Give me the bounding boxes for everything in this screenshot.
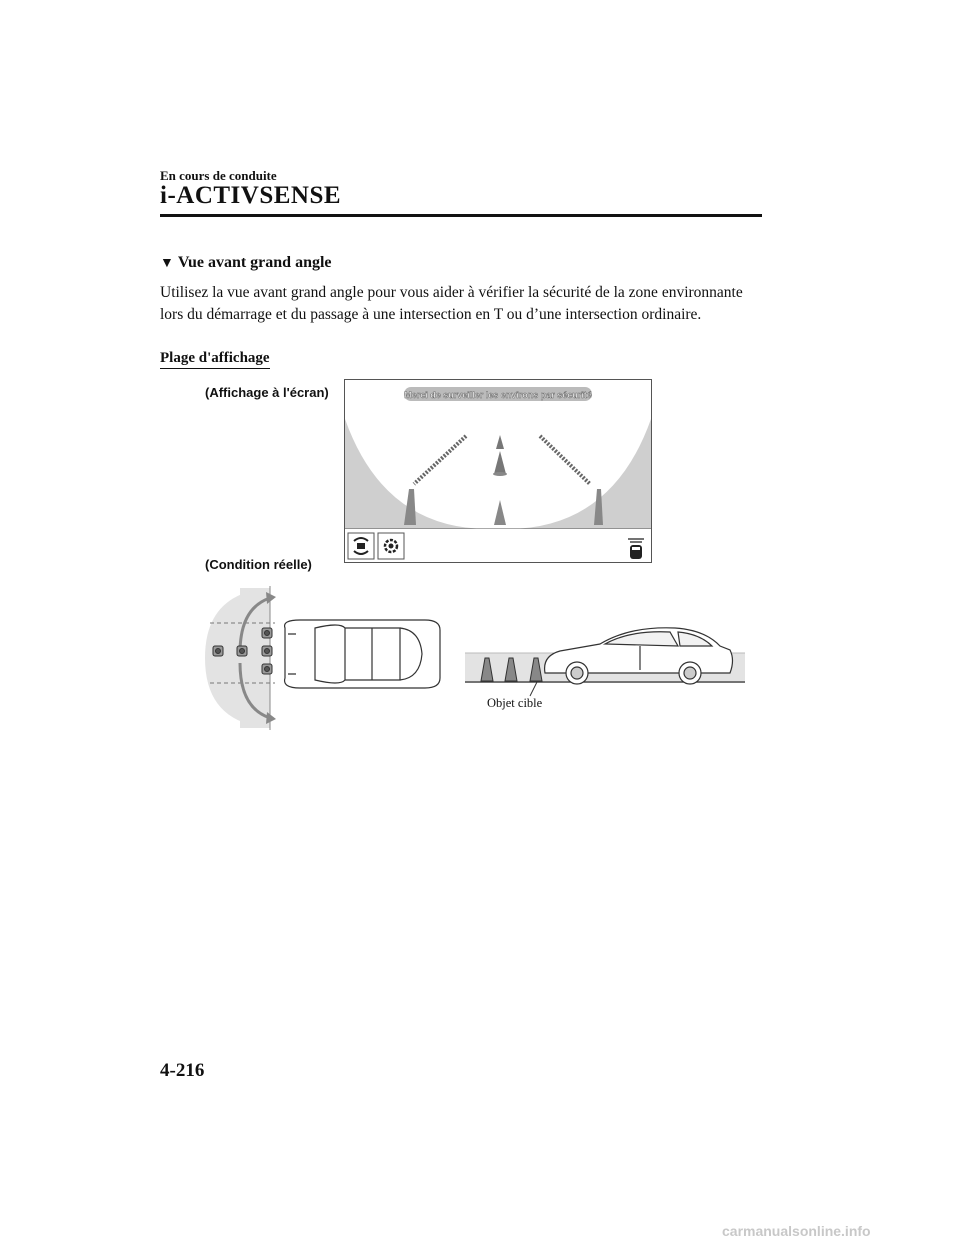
watermark: carmanualsonline.info (722, 1223, 871, 1239)
header-rule (160, 214, 762, 217)
car-sensor-icon[interactable] (624, 535, 648, 561)
body-paragraph: Utilisez la vue avant grand angle pour vous aider à vérifier la sécurité de la zone environnante lors du démarrage et du passage à une intersection en T ou d’une intersection ordinaire. (160, 284, 743, 323)
section-title: i-ACTIVSENSE (160, 182, 342, 209)
screen-banner-text: Merci de surveiller les environs par sécurité (404, 390, 592, 400)
display-range-heading: Plage d'affichage (160, 350, 270, 369)
screen-display-label: (Affichage à l'écran) (205, 385, 329, 400)
real-condition-figure (200, 578, 745, 738)
subheading-text: Vue avant grand angle (177, 254, 332, 271)
target-object-label: Objet cible (487, 696, 543, 710)
settings-gear-icon[interactable] (378, 533, 404, 559)
real-condition-label: (Condition réelle) (205, 557, 312, 572)
triangle-marker-icon: ▼ (160, 256, 174, 271)
page-number: 4-216 (160, 1060, 205, 1081)
subheading (160, 254, 332, 272)
top-view-car (285, 620, 440, 688)
screen-display-figure (344, 379, 652, 563)
camera-switch-icon[interactable] (348, 533, 374, 559)
chapter-title: En cours de conduite (160, 168, 277, 183)
